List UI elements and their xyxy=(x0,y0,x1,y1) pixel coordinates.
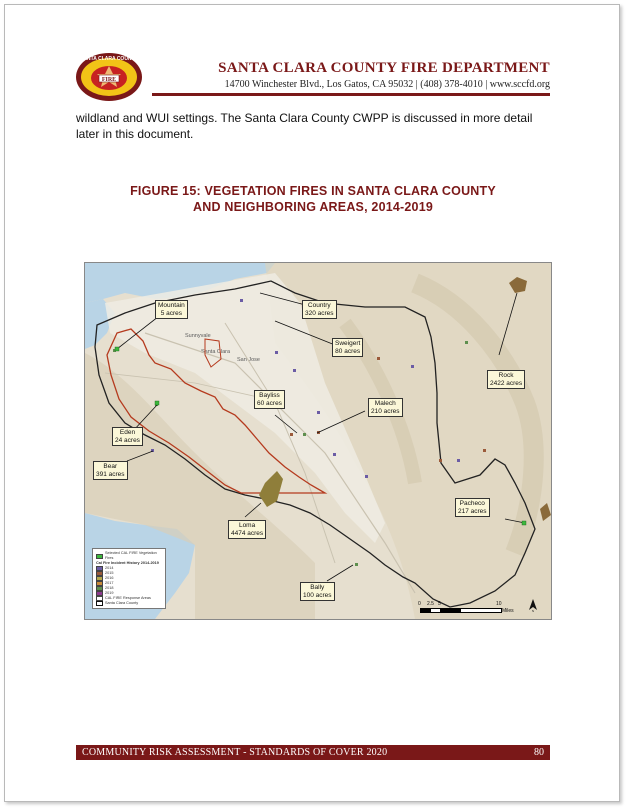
fire-callout-eden: Eden 24 acres xyxy=(112,427,143,446)
map-place-sunnyvale: Sunnyvale xyxy=(185,333,211,339)
fire-callout-bally: Bally 100 acres xyxy=(300,582,335,601)
department-title: SANTA CLARA COUNTY FIRE DEPARTMENT xyxy=(218,60,550,76)
map-place-san-jose: San Jose xyxy=(237,357,260,363)
map-place-santa-clara: Santa Clara xyxy=(201,349,231,355)
svg-text:N: N xyxy=(531,609,535,612)
logo-top-text: SANTA CLARA COUNTY xyxy=(80,56,138,62)
fire-callout-bayliss: Bayliss 60 acres xyxy=(254,390,285,409)
legend-year-2018: 2018 xyxy=(96,586,162,591)
figure-title-line2: AND NEIGHBORING AREAS, 2014-2019 xyxy=(192,200,434,214)
fire-callout-mountain: Mountain 5 acres xyxy=(155,300,188,319)
legend-year-2014: 2014 xyxy=(96,566,162,571)
legend-item-selected-fires: Selected CAL FIRE Vegetation Fires xyxy=(96,551,162,561)
department-address: 14700 Winchester Blvd., Los Gatos, CA 95032 | (408) 378-4010 | www.sccfd.org xyxy=(224,79,550,90)
legend-year-2017: 2017 xyxy=(96,581,162,586)
body-paragraph: wildland and WUI settings. The Santa Clara County CWPP is discussed in more detail later in this document. xyxy=(76,111,533,141)
map-legend xyxy=(92,548,166,609)
map-scale-bar: 0 2.5 5 10 Miles xyxy=(418,601,514,614)
legend-year-2019: 2019 xyxy=(96,591,162,596)
footer-title: COMMUNITY RISK ASSESSMENT - STANDARDS OF COVER 2020 xyxy=(82,747,388,758)
legend-heading: Cal Fire Incident History 2014-2019 xyxy=(96,561,159,565)
fire-callout-sweigert: Sweigert 80 acres xyxy=(332,338,363,357)
header-rule xyxy=(152,93,550,96)
north-arrow-icon xyxy=(526,598,540,612)
legend-year-2015: 2015 xyxy=(96,571,162,576)
fire-callout-malech: Malech 210 acres xyxy=(368,398,403,417)
fire-callout-bear: Bear 391 acres xyxy=(93,461,128,480)
fire-callout-pacheco: Pacheco 217 acres xyxy=(455,498,490,517)
page-number: 80 xyxy=(534,747,544,758)
fire-callout-rock: Rock 2422 acres xyxy=(487,370,525,389)
fire-department-logo xyxy=(75,50,143,102)
legend-item-response-areas: CAL FIRE Response Areas xyxy=(96,596,162,601)
legend-year-2016: 2016 xyxy=(96,576,162,581)
logo-center-text: FIRE xyxy=(101,77,117,83)
figure-title-line1: FIGURE 15: VEGETATION FIRES IN SANTA CLARA COUNTY xyxy=(130,184,496,198)
legend-item-county: Santa Clara County xyxy=(96,601,162,606)
fire-callout-loma: Loma 4474 acres xyxy=(228,520,266,539)
fire-callout-country: Country 320 acres xyxy=(302,300,337,319)
